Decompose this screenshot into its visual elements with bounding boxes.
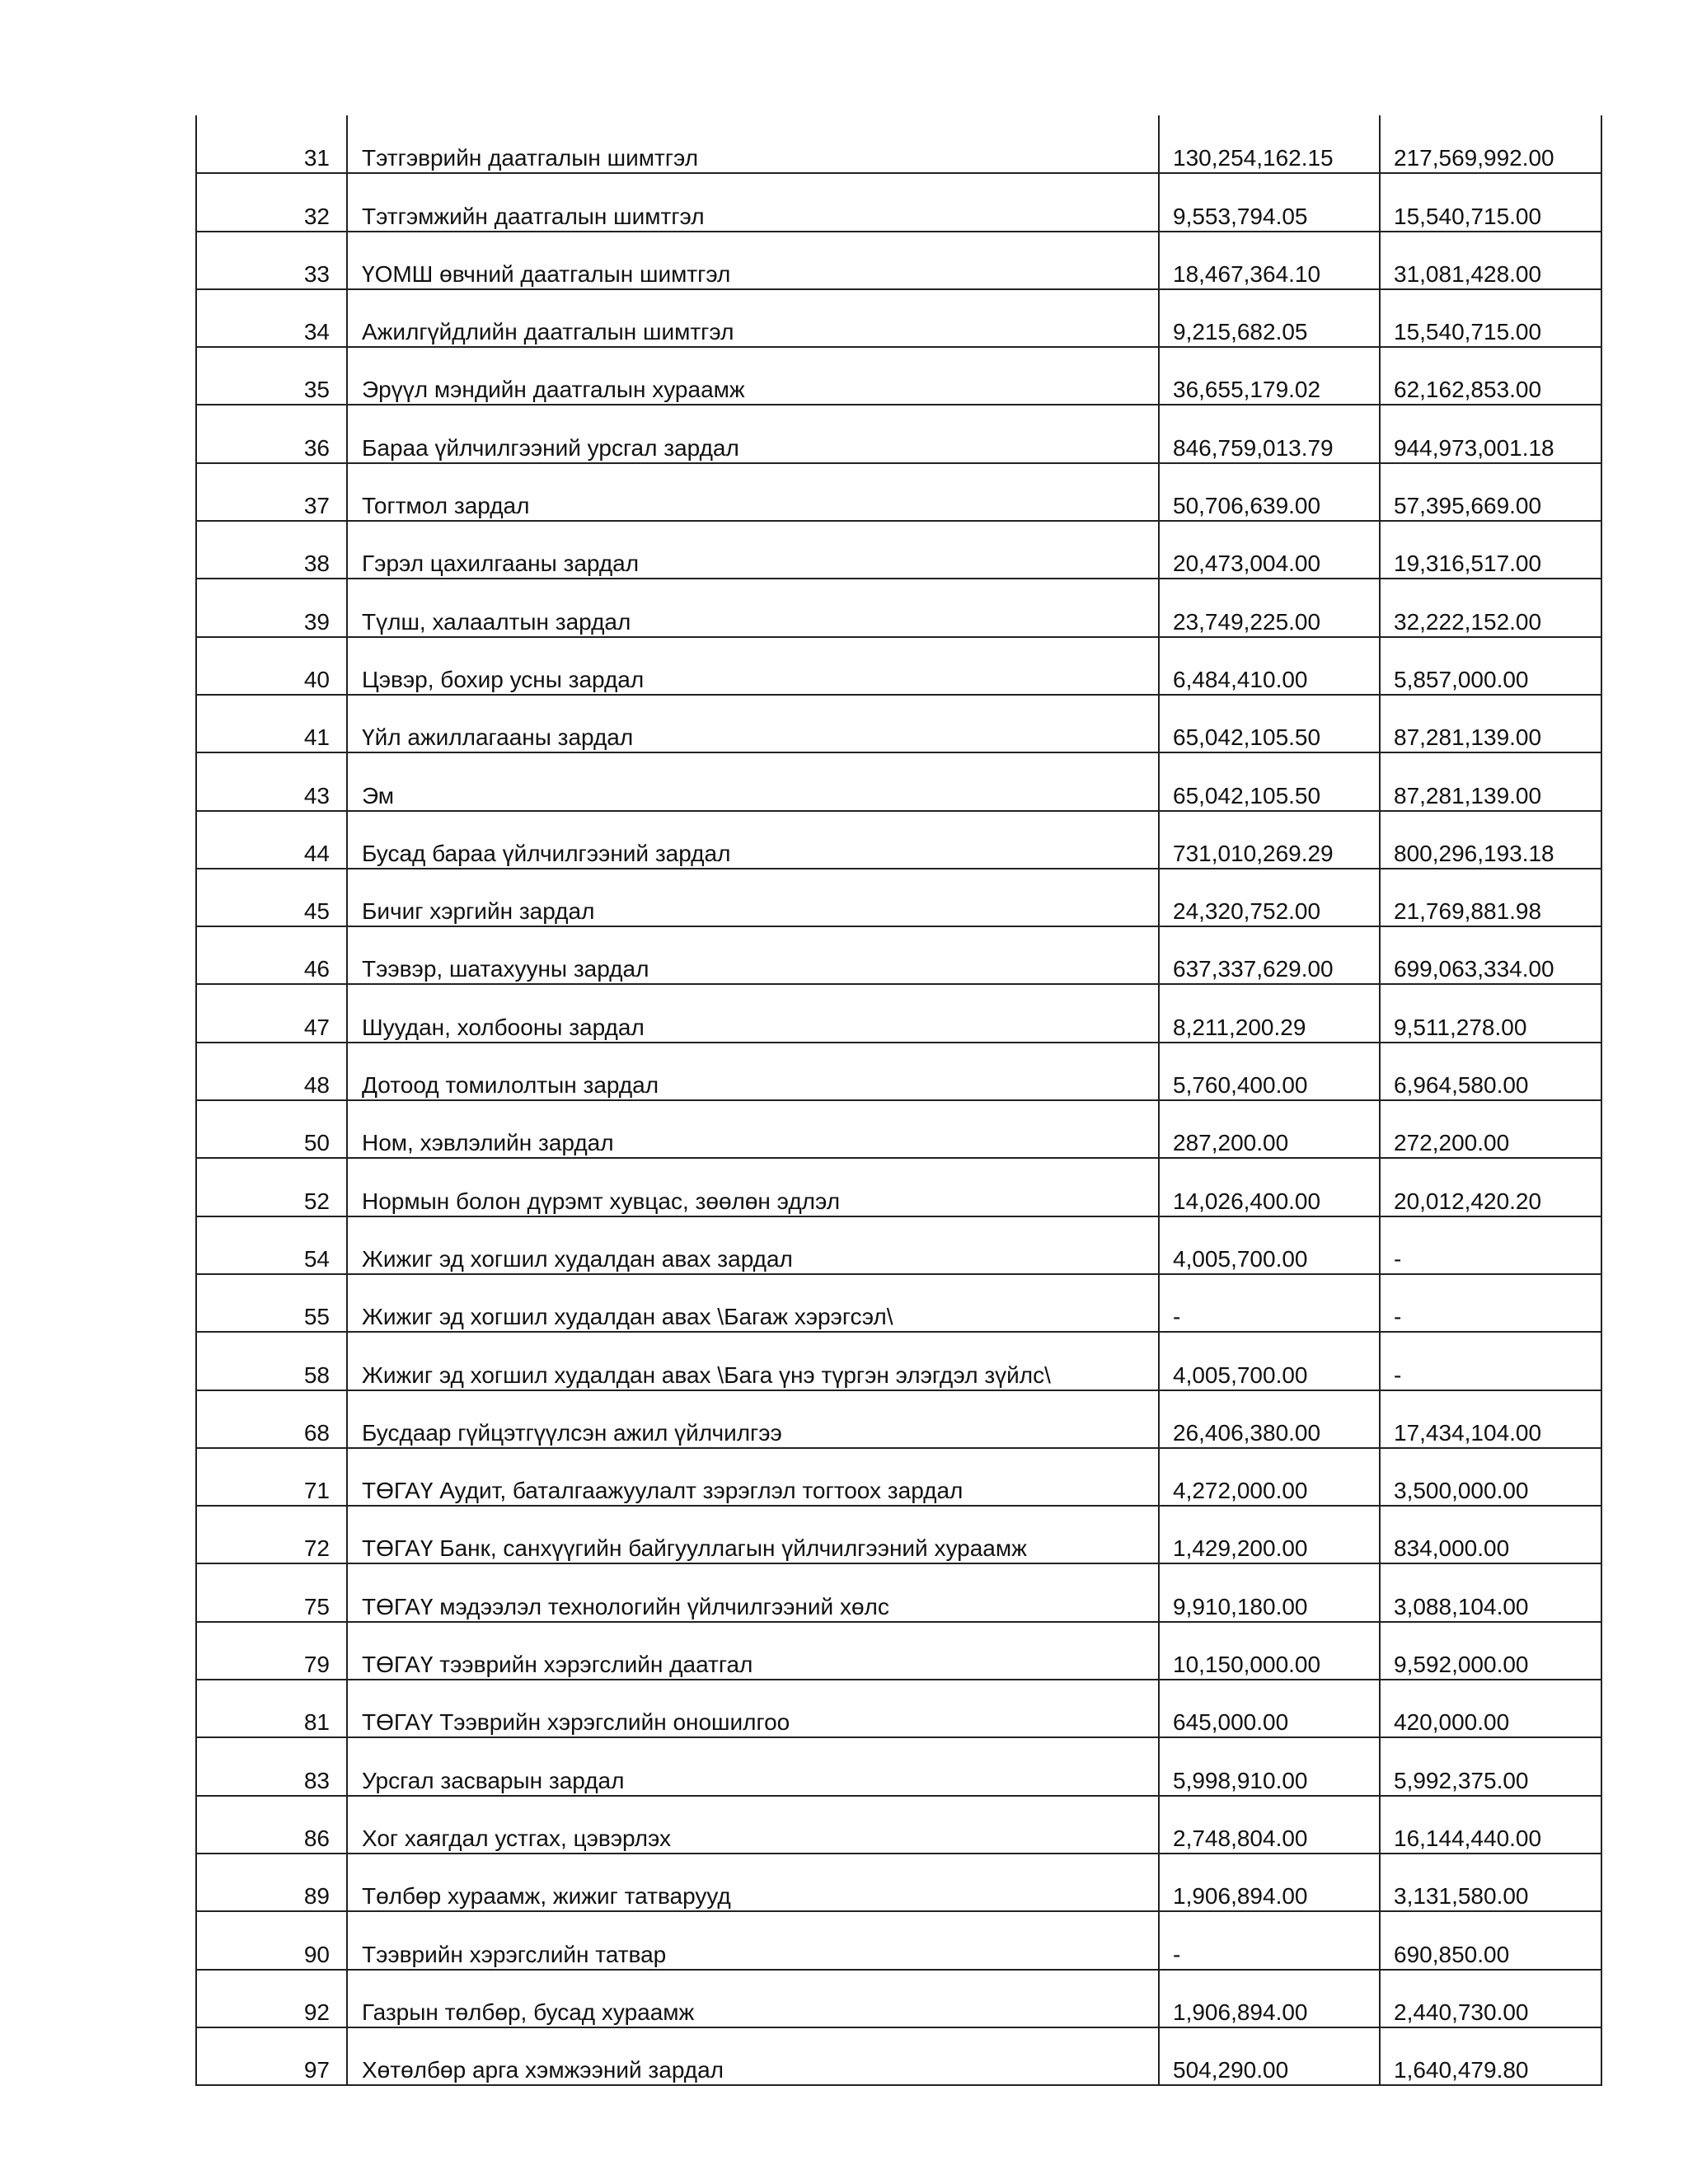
amount-cell-2: 1,640,479.80 (1380, 2027, 1601, 2085)
table-row (196, 1680, 1601, 1737)
amount-cell-1: 4,005,700.00 (1159, 1216, 1380, 1274)
expense-name-cell: ТӨГАҮ мэдээлэл технологийн үйлчилгээний хөлс (347, 1563, 1159, 1621)
amount-cell-1: 4,272,000.00 (1159, 1448, 1380, 1506)
table-row (196, 521, 1601, 579)
expense-name-cell: Бусад бараа үйлчилгээний зардал (347, 811, 1159, 869)
expense-name-cell: ҮОМШ өвчний даатгалын шимтгэл (347, 232, 1159, 289)
expense-name-cell: Тээвэр, шатахууны зардал (347, 926, 1159, 984)
expense-name-cell: Ажилгүйдлийн даатгалын шимтгэл (347, 289, 1159, 347)
amount-cell-1: 18,467,364.10 (1159, 232, 1380, 289)
table-row (196, 173, 1601, 231)
amount-cell-2: 834,000.00 (1380, 1506, 1601, 1563)
expense-name-cell: ТӨГАҮ Аудит, баталгаажуулалт зэрэглэл тогтоох зардал (347, 1448, 1159, 1506)
row-number-cell: 35 (196, 347, 347, 405)
amount-cell-1: 1,429,200.00 (1159, 1506, 1380, 1563)
expense-name-cell: Түлш, халаалтын зардал (347, 579, 1159, 636)
table-row (196, 1158, 1601, 1216)
expense-name-cell: Эрүүл мэндийн даатгалын хураамж (347, 347, 1159, 405)
table-row (196, 1622, 1601, 1680)
amount-cell-1: - (1159, 1911, 1380, 1969)
expense-name-cell: Ном, хэвлэлийн зардал (347, 1100, 1159, 1158)
amount-cell-2: 32,222,152.00 (1380, 579, 1601, 636)
amount-cell-2: 3,500,000.00 (1380, 1448, 1601, 1506)
row-number-cell: 33 (196, 232, 347, 289)
amount-cell-2: 9,511,278.00 (1380, 984, 1601, 1042)
amount-cell-1: 2,748,804.00 (1159, 1796, 1380, 1854)
amount-cell-1: 1,906,894.00 (1159, 1970, 1380, 2027)
amount-cell-1: 6,484,410.00 (1159, 637, 1380, 695)
table-row (196, 1390, 1601, 1448)
row-number-cell: 40 (196, 637, 347, 695)
expense-name-cell: Жижиг эд хогшил худалдан авах зардал (347, 1216, 1159, 1274)
amount-cell-2: 944,973,001.18 (1380, 405, 1601, 462)
table-row (196, 637, 1601, 695)
amount-cell-1: 5,760,400.00 (1159, 1043, 1380, 1100)
expense-name-cell: Жижиг эд хогшил худалдан авах \Бага үнэ түргэн элэгдэл зүйлс\ (347, 1332, 1159, 1390)
row-number-cell: 31 (196, 115, 347, 173)
expense-name-cell: Бусдаар гүйцэтгүүлсэн ажил үйлчилгээ (347, 1390, 1159, 1448)
amount-cell-2: 17,434,104.00 (1380, 1390, 1601, 1448)
amount-cell-1: 36,655,179.02 (1159, 347, 1380, 405)
expense-name-cell: Гэрэл цахилгааны зардал (347, 521, 1159, 579)
amount-cell-2: 62,162,853.00 (1380, 347, 1601, 405)
table-row (196, 1043, 1601, 1100)
row-number-cell: 34 (196, 289, 347, 347)
amount-cell-2: 800,296,193.18 (1380, 811, 1601, 869)
expense-name-cell: Бараа үйлчилгээний урсгал зардал (347, 405, 1159, 462)
expense-table (195, 115, 1602, 2086)
row-number-cell: 38 (196, 521, 347, 579)
row-number-cell: 79 (196, 1622, 347, 1680)
table-row (196, 1970, 1601, 2027)
amount-cell-1: 23,749,225.00 (1159, 579, 1380, 636)
table-row (196, 405, 1601, 462)
expense-name-cell: Дотоод томилолтын зардал (347, 1043, 1159, 1100)
amount-cell-1: 9,553,794.05 (1159, 173, 1380, 231)
table-row (196, 926, 1601, 984)
table-row (196, 347, 1601, 405)
row-number-cell: 46 (196, 926, 347, 984)
expense-name-cell: Хог хаягдал устгах, цэвэрлэх (347, 1796, 1159, 1854)
amount-cell-2: 217,569,992.00 (1380, 115, 1601, 173)
row-number-cell: 92 (196, 1970, 347, 2027)
amount-cell-1: 50,706,639.00 (1159, 463, 1380, 521)
amount-cell-2: 2,440,730.00 (1380, 1970, 1601, 2027)
expense-name-cell: ТӨГАҮ Банк, санхүүгийн байгууллагын үйлчилгээний хураамж (347, 1506, 1159, 1563)
row-number-cell: 75 (196, 1563, 347, 1621)
table-row (196, 695, 1601, 752)
amount-cell-1: 20,473,004.00 (1159, 521, 1380, 579)
table-row (196, 1506, 1601, 1563)
expense-name-cell: Тээврийн хэрэгслийн татвар (347, 1911, 1159, 1969)
expense-name-cell: ТӨГАҮ тээврийн хэрэгслийн даатгал (347, 1622, 1159, 1680)
amount-cell-1: 846,759,013.79 (1159, 405, 1380, 462)
row-number-cell: 81 (196, 1680, 347, 1737)
table-row (196, 752, 1601, 810)
row-number-cell: 97 (196, 2027, 347, 2085)
table-row (196, 984, 1601, 1042)
amount-cell-2: 19,316,517.00 (1380, 521, 1601, 579)
expense-name-cell: Төлбөр хураамж, жижиг татварууд (347, 1854, 1159, 1911)
row-number-cell: 36 (196, 405, 347, 462)
table-row (196, 1737, 1601, 1795)
amount-cell-1: 8,211,200.29 (1159, 984, 1380, 1042)
row-number-cell: 32 (196, 173, 347, 231)
amount-cell-1: 10,150,000.00 (1159, 1622, 1380, 1680)
row-number-cell: 90 (196, 1911, 347, 1969)
expense-name-cell: Цэвэр, бохир усны зардал (347, 637, 1159, 695)
amount-cell-2: 57,395,669.00 (1380, 463, 1601, 521)
amount-cell-1: 26,406,380.00 (1159, 1390, 1380, 1448)
amount-cell-2: 5,992,375.00 (1380, 1737, 1601, 1795)
table-row (196, 1274, 1601, 1332)
amount-cell-2: 21,769,881.98 (1380, 869, 1601, 926)
amount-cell-1: 4,005,700.00 (1159, 1332, 1380, 1390)
amount-cell-1: 1,906,894.00 (1159, 1854, 1380, 1911)
amount-cell-2: 3,088,104.00 (1380, 1563, 1601, 1621)
row-number-cell: 83 (196, 1737, 347, 1795)
amount-cell-2: 272,200.00 (1380, 1100, 1601, 1158)
table-row (196, 1332, 1601, 1390)
table-row (196, 289, 1601, 347)
amount-cell-1: 65,042,105.50 (1159, 752, 1380, 810)
table-row (196, 232, 1601, 289)
table-row (196, 579, 1601, 636)
expense-name-cell: Хөтөлбөр арга хэмжээний зардал (347, 2027, 1159, 2085)
amount-cell-2: 20,012,420.20 (1380, 1158, 1601, 1216)
expense-name-cell: Газрын төлбөр, бусад хураамж (347, 1970, 1159, 2027)
table-row (196, 1796, 1601, 1854)
row-number-cell: 55 (196, 1274, 347, 1332)
table-row (196, 1563, 1601, 1621)
expense-name-cell: Эм (347, 752, 1159, 810)
amount-cell-2: - (1380, 1274, 1601, 1332)
amount-cell-1: 5,998,910.00 (1159, 1737, 1380, 1795)
row-number-cell: 58 (196, 1332, 347, 1390)
amount-cell-2: 420,000.00 (1380, 1680, 1601, 1737)
amount-cell-2: 15,540,715.00 (1380, 173, 1601, 231)
expense-name-cell: ТӨГАҮ Тээврийн хэрэгслийн оношилгоо (347, 1680, 1159, 1737)
expense-name-cell: Тогтмол зардал (347, 463, 1159, 521)
amount-cell-2: - (1380, 1332, 1601, 1390)
amount-cell-2: 9,592,000.00 (1380, 1622, 1601, 1680)
amount-cell-2: 5,857,000.00 (1380, 637, 1601, 695)
expense-name-cell: Тэтгэврийн даатгалын шимтгэл (347, 115, 1159, 173)
amount-cell-1: 504,290.00 (1159, 2027, 1380, 2085)
table-row (196, 1216, 1601, 1274)
row-number-cell: 44 (196, 811, 347, 869)
table-row (196, 869, 1601, 926)
amount-cell-2: 3,131,580.00 (1380, 1854, 1601, 1911)
amount-cell-2: 6,964,580.00 (1380, 1043, 1601, 1100)
row-number-cell: 41 (196, 695, 347, 752)
row-number-cell: 68 (196, 1390, 347, 1448)
amount-cell-1: 24,320,752.00 (1159, 869, 1380, 926)
amount-cell-2: 15,540,715.00 (1380, 289, 1601, 347)
amount-cell-2: 87,281,139.00 (1380, 695, 1601, 752)
table-row (196, 1911, 1601, 1969)
expense-name-cell: Жижиг эд хогшил худалдан авах \Багаж хэрэгсэл\ (347, 1274, 1159, 1332)
amount-cell-1: 637,337,629.00 (1159, 926, 1380, 984)
row-number-cell: 54 (196, 1216, 347, 1274)
expense-name-cell: Тэтгэмжийн даатгалын шимтгэл (347, 173, 1159, 231)
row-number-cell: 48 (196, 1043, 347, 1100)
expense-name-cell: Шуудан, холбооны зардал (347, 984, 1159, 1042)
expense-name-cell: Урсгал засварын зардал (347, 1737, 1159, 1795)
amount-cell-2: 87,281,139.00 (1380, 752, 1601, 810)
table-row (196, 115, 1601, 173)
amount-cell-1: 130,254,162.15 (1159, 115, 1380, 173)
row-number-cell: 89 (196, 1854, 347, 1911)
amount-cell-1: 287,200.00 (1159, 1100, 1380, 1158)
amount-cell-2: - (1380, 1216, 1601, 1274)
table-row (196, 463, 1601, 521)
expense-table-body (196, 115, 1601, 2085)
amount-cell-2: 690,850.00 (1380, 1911, 1601, 1969)
row-number-cell: 52 (196, 1158, 347, 1216)
expense-name-cell: Нормын болон дүрэмт хувцас, зөөлөн эдлэл (347, 1158, 1159, 1216)
row-number-cell: 47 (196, 984, 347, 1042)
table-row (196, 811, 1601, 869)
row-number-cell: 39 (196, 579, 347, 636)
expense-name-cell: Бичиг хэргийн зардал (347, 869, 1159, 926)
row-number-cell: 86 (196, 1796, 347, 1854)
amount-cell-1: 731,010,269.29 (1159, 811, 1380, 869)
amount-cell-2: 16,144,440.00 (1380, 1796, 1601, 1854)
table-row (196, 2027, 1601, 2085)
amount-cell-1: 65,042,105.50 (1159, 695, 1380, 752)
row-number-cell: 71 (196, 1448, 347, 1506)
amount-cell-1: 9,910,180.00 (1159, 1563, 1380, 1621)
table-row (196, 1854, 1601, 1911)
row-number-cell: 50 (196, 1100, 347, 1158)
amount-cell-1: 9,215,682.05 (1159, 289, 1380, 347)
amount-cell-1: 645,000.00 (1159, 1680, 1380, 1737)
amount-cell-1: 14,026,400.00 (1159, 1158, 1380, 1216)
row-number-cell: 43 (196, 752, 347, 810)
table-row (196, 1100, 1601, 1158)
row-number-cell: 45 (196, 869, 347, 926)
row-number-cell: 72 (196, 1506, 347, 1563)
amount-cell-2: 31,081,428.00 (1380, 232, 1601, 289)
amount-cell-2: 699,063,334.00 (1380, 926, 1601, 984)
row-number-cell: 37 (196, 463, 347, 521)
amount-cell-1: - (1159, 1274, 1380, 1332)
expense-name-cell: Үйл ажиллагааны зардал (347, 695, 1159, 752)
table-row (196, 1448, 1601, 1506)
